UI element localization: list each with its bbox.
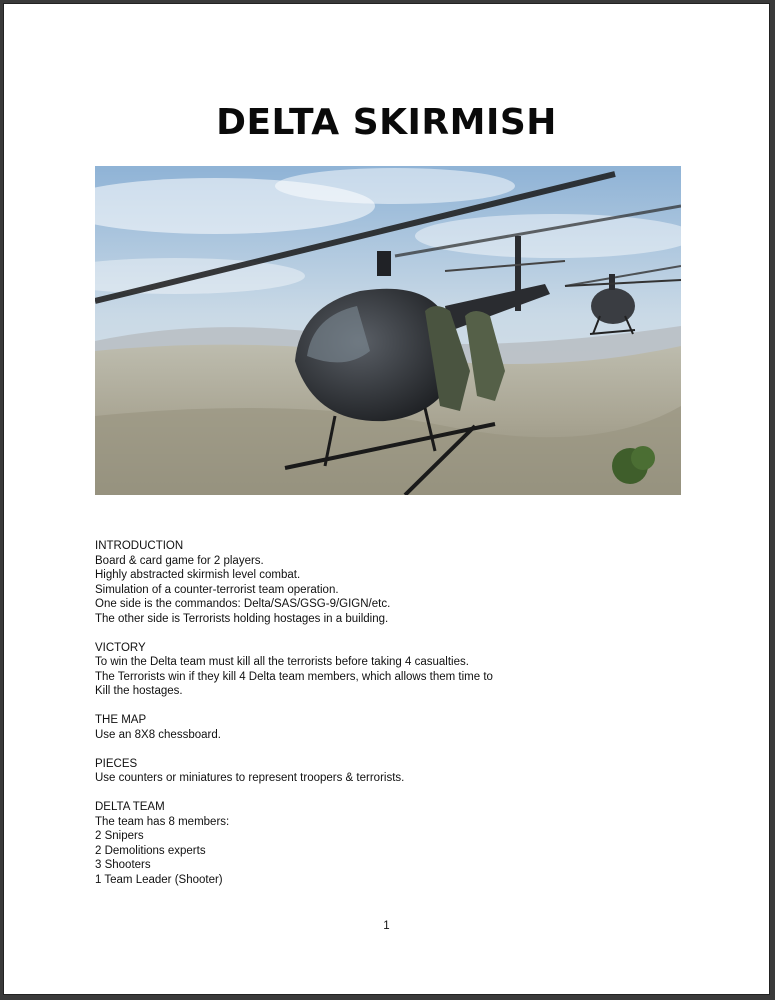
section-map: [95, 713, 695, 742]
text-line: Use counters or miniatures to represent troopers & terrorists.: [95, 772, 405, 784]
section-heading: VICTORY: [95, 641, 146, 654]
text-line: Highly abstracted skirmish level combat.: [95, 569, 301, 581]
text-line: 2 Snipers: [95, 830, 144, 842]
section-victory: [95, 641, 695, 699]
section-heading: PIECES: [95, 757, 138, 770]
section-heading: INTRODUCTION: [95, 540, 184, 552]
text-line: To win the Delta team must kill all the terrorists before taking 4 casualties.: [95, 656, 469, 668]
text-line: One side is the commandos: Delta/SAS/GSG-9/GIGN/etc.: [95, 598, 391, 610]
text-line: Board & card game for 2 players.: [95, 554, 264, 567]
section-introduction: [95, 539, 695, 626]
helicopter-photo: [95, 166, 681, 495]
text-line: Kill the hostages.: [95, 685, 183, 697]
text-line: The team has 8 members:: [95, 815, 230, 828]
helicopter-illustration: [95, 166, 681, 495]
text-line: 2 Demolitions experts: [95, 844, 206, 857]
document-page: [4, 4, 769, 994]
text-line: Simulation of a counter-terrorist team operation.: [95, 583, 339, 596]
text-line: 1 Team Leader (Shooter): [95, 873, 223, 886]
section-pieces: [95, 757, 695, 786]
text-line: 3 Shooters: [95, 859, 151, 871]
section-delta-team: [95, 800, 695, 887]
text-line: The other side is Terrorists holding hostages in a building.: [95, 612, 389, 625]
section-heading: DELTA TEAM: [95, 801, 165, 813]
body-text: [95, 539, 695, 902]
section-heading: THE MAP: [95, 714, 147, 726]
text-line: The Terrorists win if they kill 4 Delta team members, which allows them time to: [95, 670, 493, 683]
page-title: DELTA SKIRMISH: [216, 102, 557, 143]
page-number: 1: [383, 920, 390, 932]
text-line: Use an 8X8 chessboard.: [95, 728, 221, 741]
